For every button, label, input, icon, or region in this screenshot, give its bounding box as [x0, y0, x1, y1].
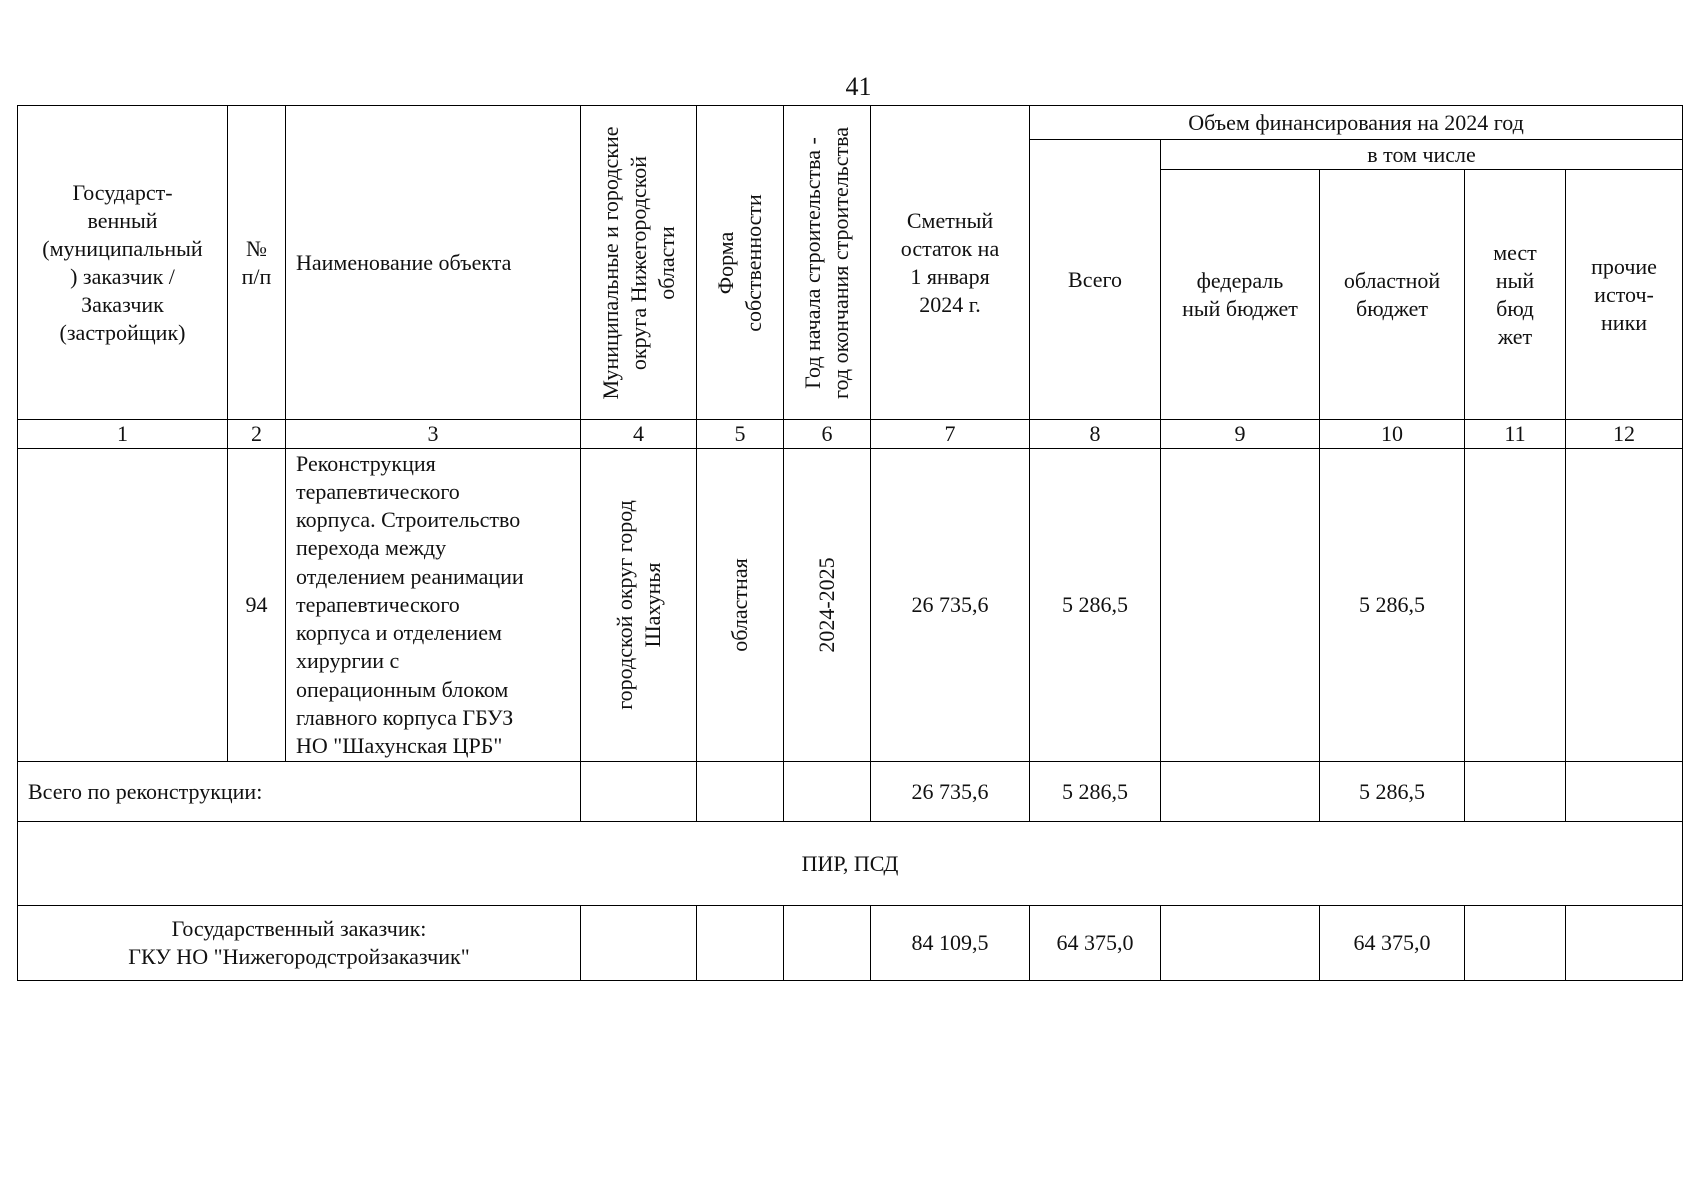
row-regional: 5 286,5: [1320, 449, 1465, 762]
reconstruction-federal: [1161, 762, 1320, 822]
object-name-line: главного корпуса ГБУЗ: [296, 704, 514, 730]
column-number: 3: [286, 420, 581, 449]
state-customer-federal: [1161, 906, 1320, 981]
header-number: [228, 106, 286, 420]
header-customer: [18, 106, 228, 420]
empty-cell: [784, 762, 871, 822]
header-other-line: прочие: [1591, 253, 1657, 279]
reconstruction-total-row: [18, 762, 1683, 822]
header-row-1: [18, 106, 1683, 140]
header-number-line: п/п: [241, 263, 272, 289]
header-customer-line: ) заказчик /: [70, 263, 175, 289]
row-object-name: [286, 449, 581, 762]
header-local-line: ный: [1495, 267, 1535, 293]
header-ownership: [697, 106, 784, 420]
header-municipality: [581, 106, 697, 420]
header-customer-line: (муниципальный: [42, 235, 203, 261]
header-municipality-line: области: [653, 225, 679, 300]
header-local-line: бюд: [1496, 295, 1534, 321]
header-municipality-line: округа Нижегородской: [625, 155, 651, 370]
column-numbers-row: [18, 420, 1683, 449]
header-local-line: мест: [1493, 239, 1537, 265]
column-number: 1: [18, 420, 228, 449]
state-customer-other: [1566, 906, 1683, 981]
header-federal-line: федераль: [1196, 267, 1284, 293]
state-customer-estimate-balance: 84 109,5: [871, 906, 1030, 981]
state-customer-local: [1465, 906, 1566, 981]
row-ownership: [697, 449, 784, 762]
header-estimate-line: 1 января: [910, 263, 990, 289]
reconstruction-total-label: Всего по реконструкции:: [18, 762, 581, 822]
header-local-line: жет: [1497, 323, 1533, 349]
column-number: 12: [1566, 420, 1683, 449]
row-total: 5 286,5: [1030, 449, 1161, 762]
reconstruction-local: [1465, 762, 1566, 822]
row-other: [1566, 449, 1683, 762]
column-number: 7: [871, 420, 1030, 449]
municipality-line: городской округ город: [611, 500, 637, 710]
header-federal-line: ный бюджет: [1182, 295, 1298, 321]
object-name-line: корпуса и отделением: [296, 620, 502, 646]
ownership-text: областная: [727, 558, 752, 652]
row-customer: [18, 449, 228, 762]
header-federal: [1161, 170, 1320, 420]
header-years-line: год окончания строительства: [828, 126, 853, 399]
column-number: 6: [784, 420, 871, 449]
row-local: [1465, 449, 1566, 762]
column-number: 11: [1465, 420, 1566, 449]
column-number: 10: [1320, 420, 1465, 449]
reconstruction-other: [1566, 762, 1683, 822]
header-including-group: в том числе: [1161, 140, 1683, 170]
object-name-line: операционным блоком: [296, 676, 509, 702]
years-text: 2024-2025: [814, 557, 839, 653]
section-title: ПИР, ПСД: [18, 822, 1683, 906]
financing-table: [17, 105, 1683, 981]
header-funding-group: Объем финансирования на 2024 год: [1030, 106, 1683, 140]
column-number: 5: [697, 420, 784, 449]
row-years: [784, 449, 871, 762]
header-other-line: ники: [1601, 309, 1648, 335]
header-customer-line: венный: [87, 207, 158, 233]
state-customer-line: Государственный заказчик:: [171, 916, 427, 941]
state-customer-regional: 64 375,0: [1320, 906, 1465, 981]
header-regional: [1320, 170, 1465, 420]
header-other: [1566, 170, 1683, 420]
header-municipality-line: Муниципальные и городские: [597, 126, 623, 399]
municipality-line: Шахунья: [639, 562, 665, 648]
header-customer-line: (застройщик): [59, 319, 186, 345]
row-estimate-balance: 26 735,6: [871, 449, 1030, 762]
column-number: 4: [581, 420, 697, 449]
header-total: Всего: [1030, 140, 1161, 420]
object-name-line: корпуса. Строительство: [296, 507, 521, 533]
state-customer-row: [18, 906, 1683, 981]
empty-cell: [697, 906, 784, 981]
section-row: [18, 822, 1683, 906]
page-number: 41: [845, 72, 872, 101]
header-years-line: Год начала строительства -: [800, 136, 825, 389]
object-name-line: отделением реанимации: [296, 563, 524, 589]
column-number: 8: [1030, 420, 1161, 449]
header-estimate-balance: [871, 106, 1030, 420]
object-name-line: терапевтического: [296, 479, 460, 505]
header-object-name: Наименование объекта: [286, 106, 581, 420]
header-ownership-line: собственности: [741, 193, 766, 332]
object-name-line: хирургии с: [296, 648, 400, 674]
state-customer-label: [18, 906, 581, 981]
object-name-line: Реконструкция: [296, 450, 436, 476]
row-municipality: [581, 449, 697, 762]
header-years: [784, 106, 871, 420]
empty-cell: [581, 762, 697, 822]
object-name-line: терапевтического: [296, 591, 460, 617]
header-ownership-line: Форма: [713, 231, 738, 294]
empty-cell: [784, 906, 871, 981]
object-name-line: НО "Шахунская ЦРБ": [296, 732, 503, 758]
header-number-line: №: [246, 235, 267, 261]
reconstruction-regional: 5 286,5: [1320, 762, 1465, 822]
header-estimate-line: 2024 г.: [919, 291, 981, 317]
header-other-line: источ-: [1594, 281, 1654, 307]
header-estimate-line: остаток на: [900, 235, 1000, 261]
state-customer-line: ГКУ НО "Нижегородстройзаказчик": [128, 944, 470, 969]
header-local: [1465, 170, 1566, 420]
header-regional-line: бюджет: [1356, 295, 1428, 321]
empty-cell: [697, 762, 784, 822]
row-federal: [1161, 449, 1320, 762]
header-estimate-line: Сметный: [906, 207, 994, 233]
reconstruction-estimate-balance: 26 735,6: [871, 762, 1030, 822]
header-customer-line: Заказчик: [81, 291, 164, 317]
header-regional-line: областной: [1343, 267, 1441, 293]
table-row: [18, 449, 1683, 762]
empty-cell: [581, 906, 697, 981]
reconstruction-total: 5 286,5: [1030, 762, 1161, 822]
header-customer-line: Государст-: [72, 179, 173, 205]
row-number: 94: [228, 449, 286, 762]
column-number: 9: [1161, 420, 1320, 449]
object-name-line: перехода между: [296, 535, 447, 561]
state-customer-total: 64 375,0: [1030, 906, 1161, 981]
column-number: 2: [228, 420, 286, 449]
